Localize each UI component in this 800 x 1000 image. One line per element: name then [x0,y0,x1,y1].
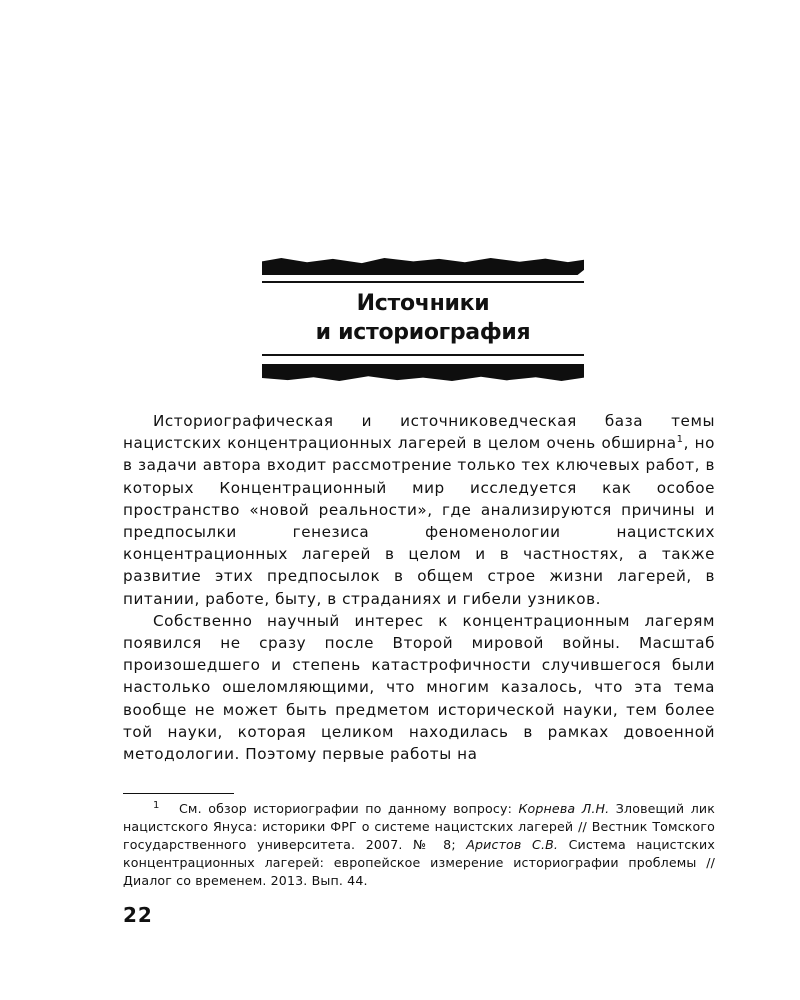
chapter-title [262,289,584,347]
chapter-heading [262,258,584,381]
rule-top [262,281,584,283]
footnote-text-c: Система нацистских концентрационных лагерей: европейское измерение историографии проблемы // Диалог со временем. 2013. Вып. 44. [123,837,715,888]
footnote-author-a: Корнева Л.Н. [518,801,610,816]
rule-bottom [262,354,584,356]
chapter-title-line-2: и историография [315,320,531,345]
paragraph-1-end: , но в задачи автора входит рассмотрение только тех ключевых работ, в которых Концентрационный мир исследуется как особое пространство «новой реальности», где анализируются причины и предпосылки генезиса феноменологии нацистских концентрационных лагерей в целом и в частностях, а также развитие этих предпосылок в общем строе жизни лагерей, в питании, работе, быту, в страданиях и гибели узников. [123,434,715,608]
paragraph-1-start: Историографическая и источниковедческая база темы нацистских концентрационных лагерей в целом очень обширна [123,412,715,453]
footnote-number: 1 [153,799,160,811]
paragraph-1 [123,410,715,610]
paragraph-2: Собственно научный интерес к концентрационным лагерям появился не сразу после Второй мировой войны. Масштаб произошедшего и степень катастрофичности случившегося были настолько ошеломляющими, что многим казалось, что эта тема вообще не может быть предметом исторической науки, тем более той науки, которая целиком находилась в рамках довоенной методологии. Поэтому первые работы на [123,611,715,764]
page-number: 22 [123,903,153,927]
footnote-reference: 1 [676,434,684,446]
footnote-1 [123,800,715,890]
footnote-text-b: Зловещий лик нацистского Януса: историки ФРГ о системе нацистских лагерей // Вестник Томского государственного университета. 2007. № 8; [123,801,716,852]
ink-bar-bottom [262,364,584,381]
body-text [123,410,715,765]
footnote [123,800,715,890]
chapter-title-line-1: Источники [356,291,490,316]
footnote-author-b: Аристов С.В. [466,837,559,852]
ink-bar-top [262,258,584,275]
footnote-separator [123,793,234,794]
footnote-text-a: См. обзор историографии по данному вопросу: [178,801,519,816]
